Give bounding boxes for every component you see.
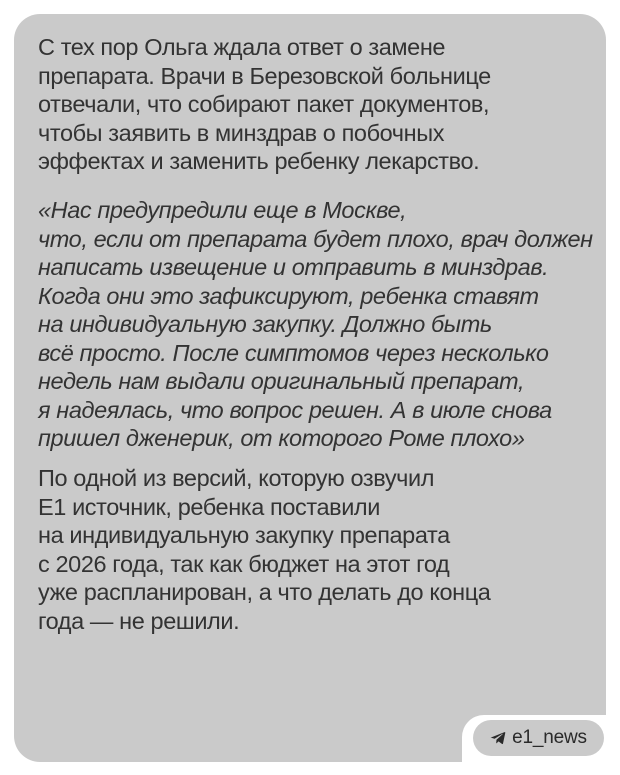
text-line: По одной из версий, которую озвучил [38, 465, 435, 491]
text-line: чтобы заявить в минздрав о побочных [38, 119, 445, 146]
source-link[interactable] [473, 720, 604, 756]
text-line: с 2026 года, так как бюджет на этот год [38, 550, 450, 577]
quote-line: всё просто. После симптомов через несколько [38, 339, 549, 366]
paragraph-1 [38, 33, 598, 176]
text-line: уже распланирован, а что делать до конца [38, 579, 491, 605]
quote-line: что, если от препарата будет плохо, врач должен [38, 225, 593, 252]
text-line: на индивидуальную закупку препарата [38, 522, 450, 548]
quote-line: Когда они это зафиксируют, ребенка ставят [38, 282, 539, 309]
telegram-icon [490, 730, 506, 746]
quote-line: я надеялась, что вопрос решен. А в июле снова [38, 396, 552, 423]
text-line: препарата. Врачи в Березовской больнице [38, 62, 491, 89]
source-label: e1_news [512, 727, 587, 748]
quote-line: пришел дженерик, от которого Роме плохо» [38, 425, 525, 451]
text-line: С тех пор Ольга ждала ответ о замене [38, 34, 446, 60]
quote-line: «Нас предупредили еще в Москве, [38, 197, 407, 223]
text-line: эффектах и заменить ребенку лекарство. [38, 148, 480, 174]
paragraph-3 [38, 464, 598, 635]
text-line: отвечали, что собирают пакет документов, [38, 91, 490, 117]
quote-line: недель нам выдали оригинальный препарат, [38, 368, 525, 394]
quote-line: на индивидуальную закупку. Должно быть [38, 311, 492, 337]
text-line: года — не решили. [38, 607, 240, 634]
quote-block [38, 196, 598, 453]
quote-line: написать извещение и отправить в минздрав. [38, 254, 549, 280]
text-line: E1 источник, ребенка поставили [38, 493, 380, 520]
